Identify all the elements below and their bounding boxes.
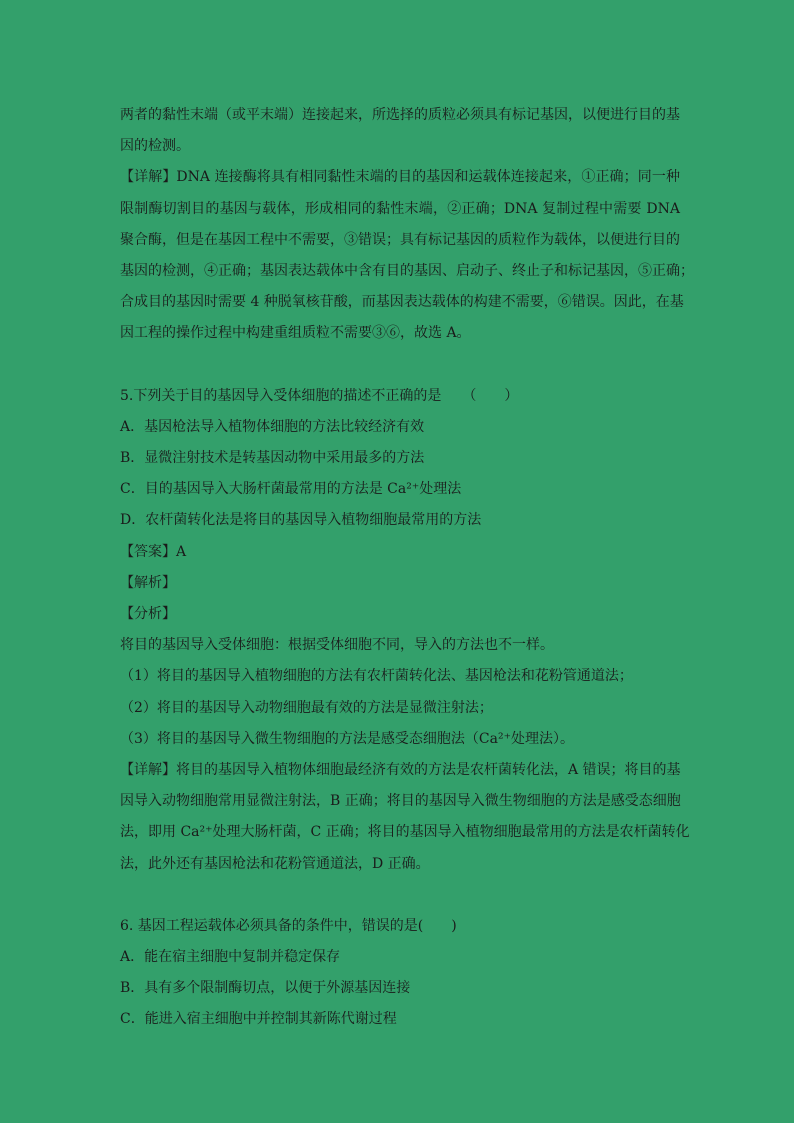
question-6 (120, 911, 680, 1036)
option-d: D．农杆菌转化法是将目的基因导入植物细胞最常用的方法 (120, 512, 482, 529)
text-line: （3）将目的基因导入微生物细胞的方法是感受态细胞法（Ca²⁺处理法）。 (120, 730, 574, 747)
text-line: （2）将目的基因导入动物细胞最有效的方法是显微注射法； (120, 699, 493, 716)
text-line: 法，此外还有基因枪法和花粉管通道法，D 正确。 (120, 855, 430, 872)
option-c: C．能进入宿主细胞中并控制其新陈代谢过程 (120, 1011, 397, 1028)
option-b: B．显微注射技术是转基因动物中采用最多的方法 (120, 450, 425, 467)
text-line: 合成目的基因时需要 4 种脱氧核苷酸，而基因表达载体的构建不需要，⑥错误。因此，在基 (120, 294, 684, 311)
spacer (120, 350, 680, 381)
text-line: 将目的基因导入受体细胞：根据受体细胞不同，导入的方法也不一样。 (120, 637, 554, 654)
answer-label: 【答案】A (120, 543, 187, 560)
text-line: 基因的检测，④正确；基因表达载体中含有目的基因、启动子、终止子和标记基因，⑤正确； (120, 262, 694, 279)
detail-paragraph-q4 (120, 162, 694, 349)
text-line: 因工程的操作过程中构建重组质粒不需要③⑥，故选 A。 (120, 325, 471, 342)
text-line: 法，即用 Ca²⁺处理大肠杆菌，C 正确；将目的基因导入植物细胞最常用的方法是农杆菌转化 (120, 824, 690, 841)
question-stem: 6. 基因工程运载体必须具备的条件中，错误的是( ) (120, 917, 457, 934)
fenxi-label: 【分析】 (120, 606, 176, 622)
text-line: （1）将目的基因导入植物细胞的方法有农杆菌转化法、基因枪法和花粉管通道法； (120, 668, 633, 685)
question-5 (120, 381, 690, 880)
text-line: 【详解】DNA 连接酶将具有相同黏性末端的目的基因和运载体连接起来，①正确；同一种 (120, 169, 680, 186)
text-line: 【详解】将目的基因导入植物体细胞最经济有效的方法是农杆菌转化法，A 错误；将目的基 (120, 761, 681, 778)
text-line: 两者的黏性末端（或平末端）连接起来，所选择的质粒必须具有标记基因，以便进行目的基 (120, 107, 680, 123)
option-a: A．基因枪法导入植物体细胞的方法比较经济有效 (120, 418, 425, 435)
text-line: 聚合酶，但是在基因工程中不需要，③错误；具有标记基因的质粒作为载体，以便进行目的 (120, 231, 680, 248)
text-line: 因的检测。 (120, 138, 190, 155)
document-page (120, 100, 694, 1036)
option-b: B．具有多个限制酶切点，以便于外源基因连接 (120, 980, 411, 997)
option-c: C．目的基因导入大肠杆菌最常用的方法是 Ca²⁺处理法 (120, 481, 462, 498)
option-a: A．能在宿主细胞中复制并稳定保存 (120, 949, 341, 966)
explanation-paragraph (120, 100, 680, 162)
analysis-label: 【解析】 (120, 574, 176, 591)
question-stem: 5.下列关于目的基因导入受体细胞的描述不正确的是 （ ） (120, 387, 519, 404)
text-line: 因导入动物细胞常用显微注射法，B 正确；将目的基因导入微生物细胞的方法是感受态细胞 (120, 793, 681, 810)
spacer (120, 880, 680, 911)
text-line: 限制酶切割目的基因与载体，形成相同的黏性末端，②正确；DNA 复制过程中需要 DNA (120, 200, 680, 217)
